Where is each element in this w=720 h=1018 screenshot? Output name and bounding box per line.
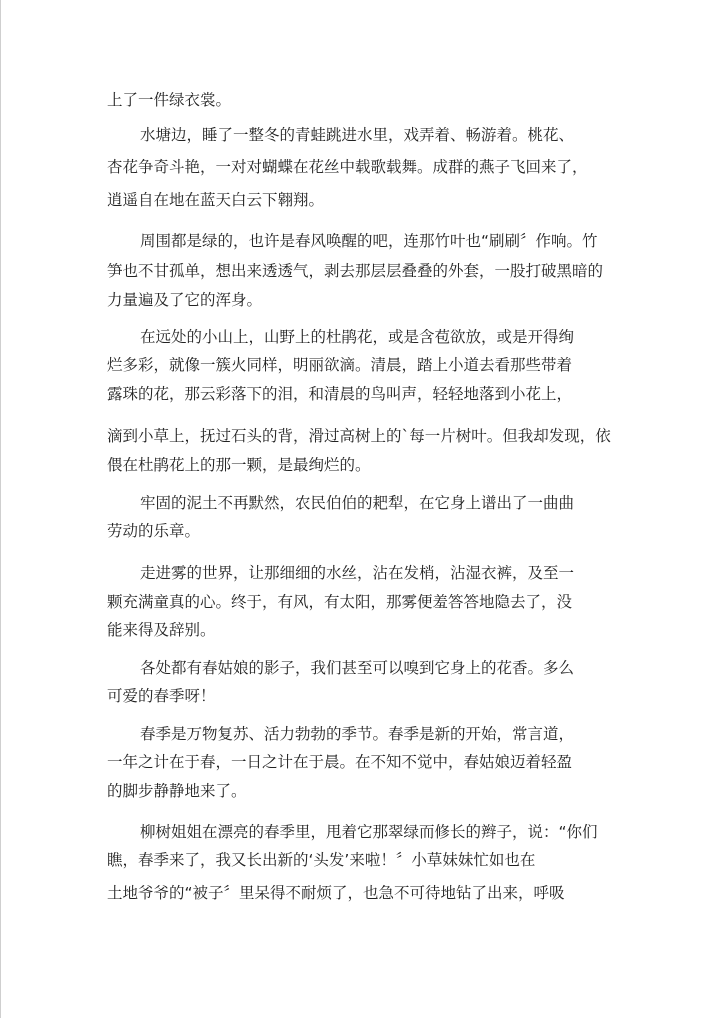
text-line: 牢固的泥土不再默然，农民伯伯的耙犁，在它身上谱出了一曲曲 [140,494,575,512]
text-line: 滴到小草上，抚过石头的背，滑过高树上的`每一片树叶。但我却发现，依 [107,427,611,445]
text-line: 春季是万物复苏、活力勃勃的季节。春季是新的开始，常言道， [140,725,575,743]
text-line: 走进雾的世界，让那细细的水丝，沾在发梢，沾湿衣裤，及至一 [140,564,575,582]
text-line: 露珠的花，那云彩落下的泪，和清晨的鸟叫声，轻轻地落到小花上， [107,385,573,403]
text-line: 劳动的乐章。 [107,522,201,540]
text-line: 笋也不甘孤单，想出来透透气，剥去那层层叠叠的外套，一股打破黑暗的 [107,262,604,280]
text-line: 能来得及辞别。 [107,621,216,639]
text-line: 土地爷爷的“被子〞里呆得不耐烦了，也急不可待地钻了出来，呼吸 [107,884,565,902]
text-line: 可爱的春季呀！ [107,687,216,705]
text-line: 在远处的小山上，山野上的杜鹃花，或是含苞欲放，或是开得绚 [140,328,575,346]
text-line: 一年之计在于春，一日之计在于晨。在不知不觉中，春姑娘迈着轻盈 [107,753,573,771]
text-line: 各处都有春姑娘的影子，我们甚至可以嗅到它身上的花香。多么 [140,659,575,677]
text-line: 柳树姐姐在漂亮的春季里，甩着它那翠绿而修长的辫子，说：“你们 [140,823,598,841]
page-edge [0,0,1,1018]
text-line: 杏花争奇斗艳，一对对蝴蝶在花丝中载歌载舞。成群的燕子飞回来了， [107,158,588,176]
text-line: 逍遥自在地在蓝天白云下翱翔。 [107,191,325,209]
text-line: 力量遍及了它的浑身。 [107,291,263,309]
text-line: 颗充满童真的心。终于，有风，有太阳，那雾便羞答答地隐去了，没 [107,593,573,611]
text-line: 偎在杜鹃花上的那一颗，是最绚烂的。 [107,456,371,474]
text-line: 上了一件绿衣裳。 [107,91,232,109]
text-line: 瞧，春季来了，我又长出新的‘头发’来啦！〞小草妹妹忙如也在 [107,851,536,869]
text-line: 水塘边，睡了一整冬的青蛙跳进水里，戏弄着、畅游着。桃花、 [140,126,575,144]
text-line: 烂多彩，就像一簇火同样，明丽欲滴。清晨，踏上小道去看那些带着 [107,356,573,374]
text-line: 的脚步静静地来了。 [107,782,247,800]
text-line: 周围都是绿的，也许是春风唤醒的吧，连那竹叶也“刷刷〞作响。竹 [140,232,598,250]
